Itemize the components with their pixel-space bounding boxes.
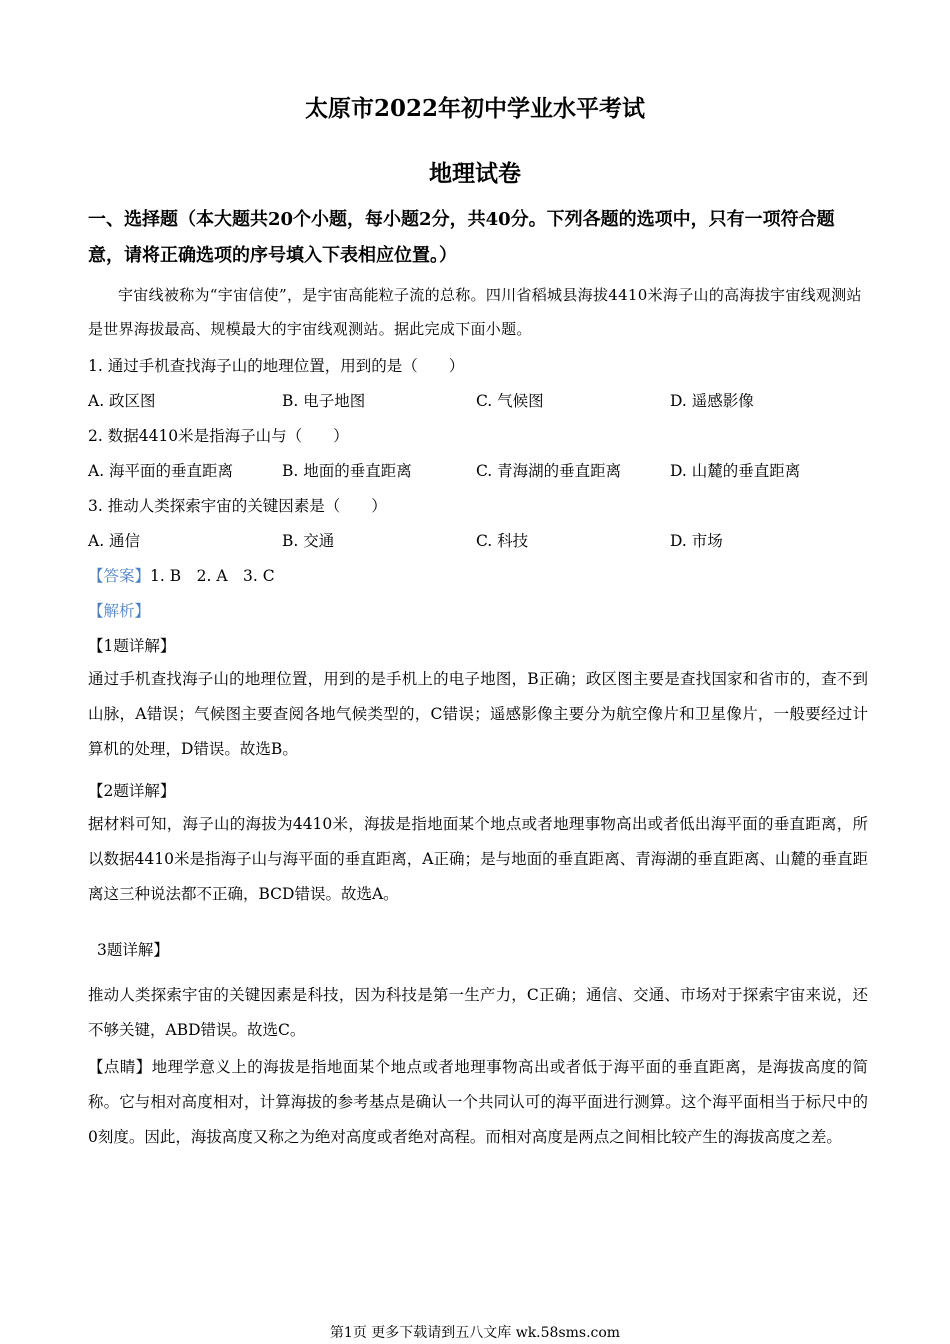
tip-text: 地理学意义上的海拔是指地面某个地点或者地理事物高出或者低于海平面的垂直距离，是海拔高度的简称。它与相对高度相对，计算海拔的参考基点是确认一个共同认可的海平面进行测算。这个海平面相当于标尺中的0刻度。因此，海拔高度又称之为绝对高度或者绝对高程。而相对高度是两点之间相比较产生的海拔高度之差。	[88, 1058, 868, 1146]
section-heading: 一、选择题（本大题共20个小题，每小题2分，共40分。下列各题的选项中，只有一项符合题意，请将正确选项的序号填入下表相应位置。）	[88, 209, 835, 266]
page-footer: 第1页 更多下载请到五八文库 wk.58sms.com	[329, 1325, 621, 1341]
material-paragraph: 宇宙线被称为“宇宙信使”，是宇宙高能粒子流的总称。四川省稻城县海拔4410米海子山的高海拔宇宙线观测站是世界海拔最高、规模最大的宇宙线观测站。据此完成下面小题。	[88, 286, 862, 338]
question-2-option-c: C. 青海湖的垂直距离	[476, 462, 622, 480]
answer-line	[88, 564, 275, 586]
tip-paragraph	[88, 1050, 868, 1155]
exam-subtitle: 地理试卷	[429, 160, 521, 187]
q1-detail-label: 【1题详解】	[88, 637, 176, 655]
question-3-option-d: D. 市场	[670, 532, 723, 550]
question-2-option-a: A. 海平面的垂直距离	[88, 462, 234, 480]
exam-title: 太原市2022年初中学业水平考试	[304, 95, 645, 122]
question-2-option-d: D. 山麓的垂直距离	[670, 462, 801, 480]
question-3-option-a: A. 通信	[88, 532, 141, 550]
question-3-option-c: C. 科技	[476, 532, 529, 550]
question-3-option-b: B. 交通	[282, 532, 335, 550]
question-2-option-b: B. 地面的垂直距离	[282, 462, 412, 480]
question-1-option-a: A. 政区图	[88, 392, 156, 410]
q1-detail-text: 通过手机查找海子山的地理位置，用到的是手机上的电子地图，B正确；政区图主要是查找国家和省市的，查不到山脉，A错误；气候图主要查阅各地气候类型的，C错误；遥感影像主要分为航空像片和卫星像片，一般要经过计算机的处理，D错误。故选B。	[88, 670, 868, 758]
q2-detail-text: 据材料可知，海子山的海拔为4410米，海拔是指地面某个地点或者地理事物高出或者低出海平面的垂直距离，所以数据4410米是指海子山与海平面的垂直距离，A正确；是与地面的垂直距离、青海湖的垂直距离、山麓的垂直距离这三种说法都不正确，BCD错误。故选A。	[88, 815, 868, 903]
q2-detail-label: 【2题详解】	[88, 782, 176, 800]
question-1-option-c: C. 气候图	[476, 392, 544, 410]
analysis-label: 【解析】	[88, 602, 151, 620]
question-1-stem: 1. 通过手机查找海子山的地理位置，用到的是（ ）	[88, 357, 465, 375]
answer-text: 1. B 2. A 3. C	[150, 567, 275, 585]
question-1-option-b: B. 电子地图	[282, 392, 366, 410]
q3-detail-text: 推动人类探索宇宙的关键因素是科技，因为科技是第一生产力，C正确；通信、交通、市场对于探索宇宙来说，还不够关键，ABD错误。故选C。	[88, 986, 868, 1039]
tip-label: 【点睛】	[88, 1058, 152, 1076]
question-3-stem: 3. 推动人类探索宇宙的关键因素是（ ）	[88, 497, 387, 515]
q3-detail-label: 3题详解】	[97, 941, 169, 959]
question-1-option-d: D. 遥感影像	[670, 392, 754, 410]
answer-label: 【答案】	[88, 567, 151, 585]
question-2-stem: 2. 数据4410米是指海子山与（ ）	[88, 427, 349, 445]
